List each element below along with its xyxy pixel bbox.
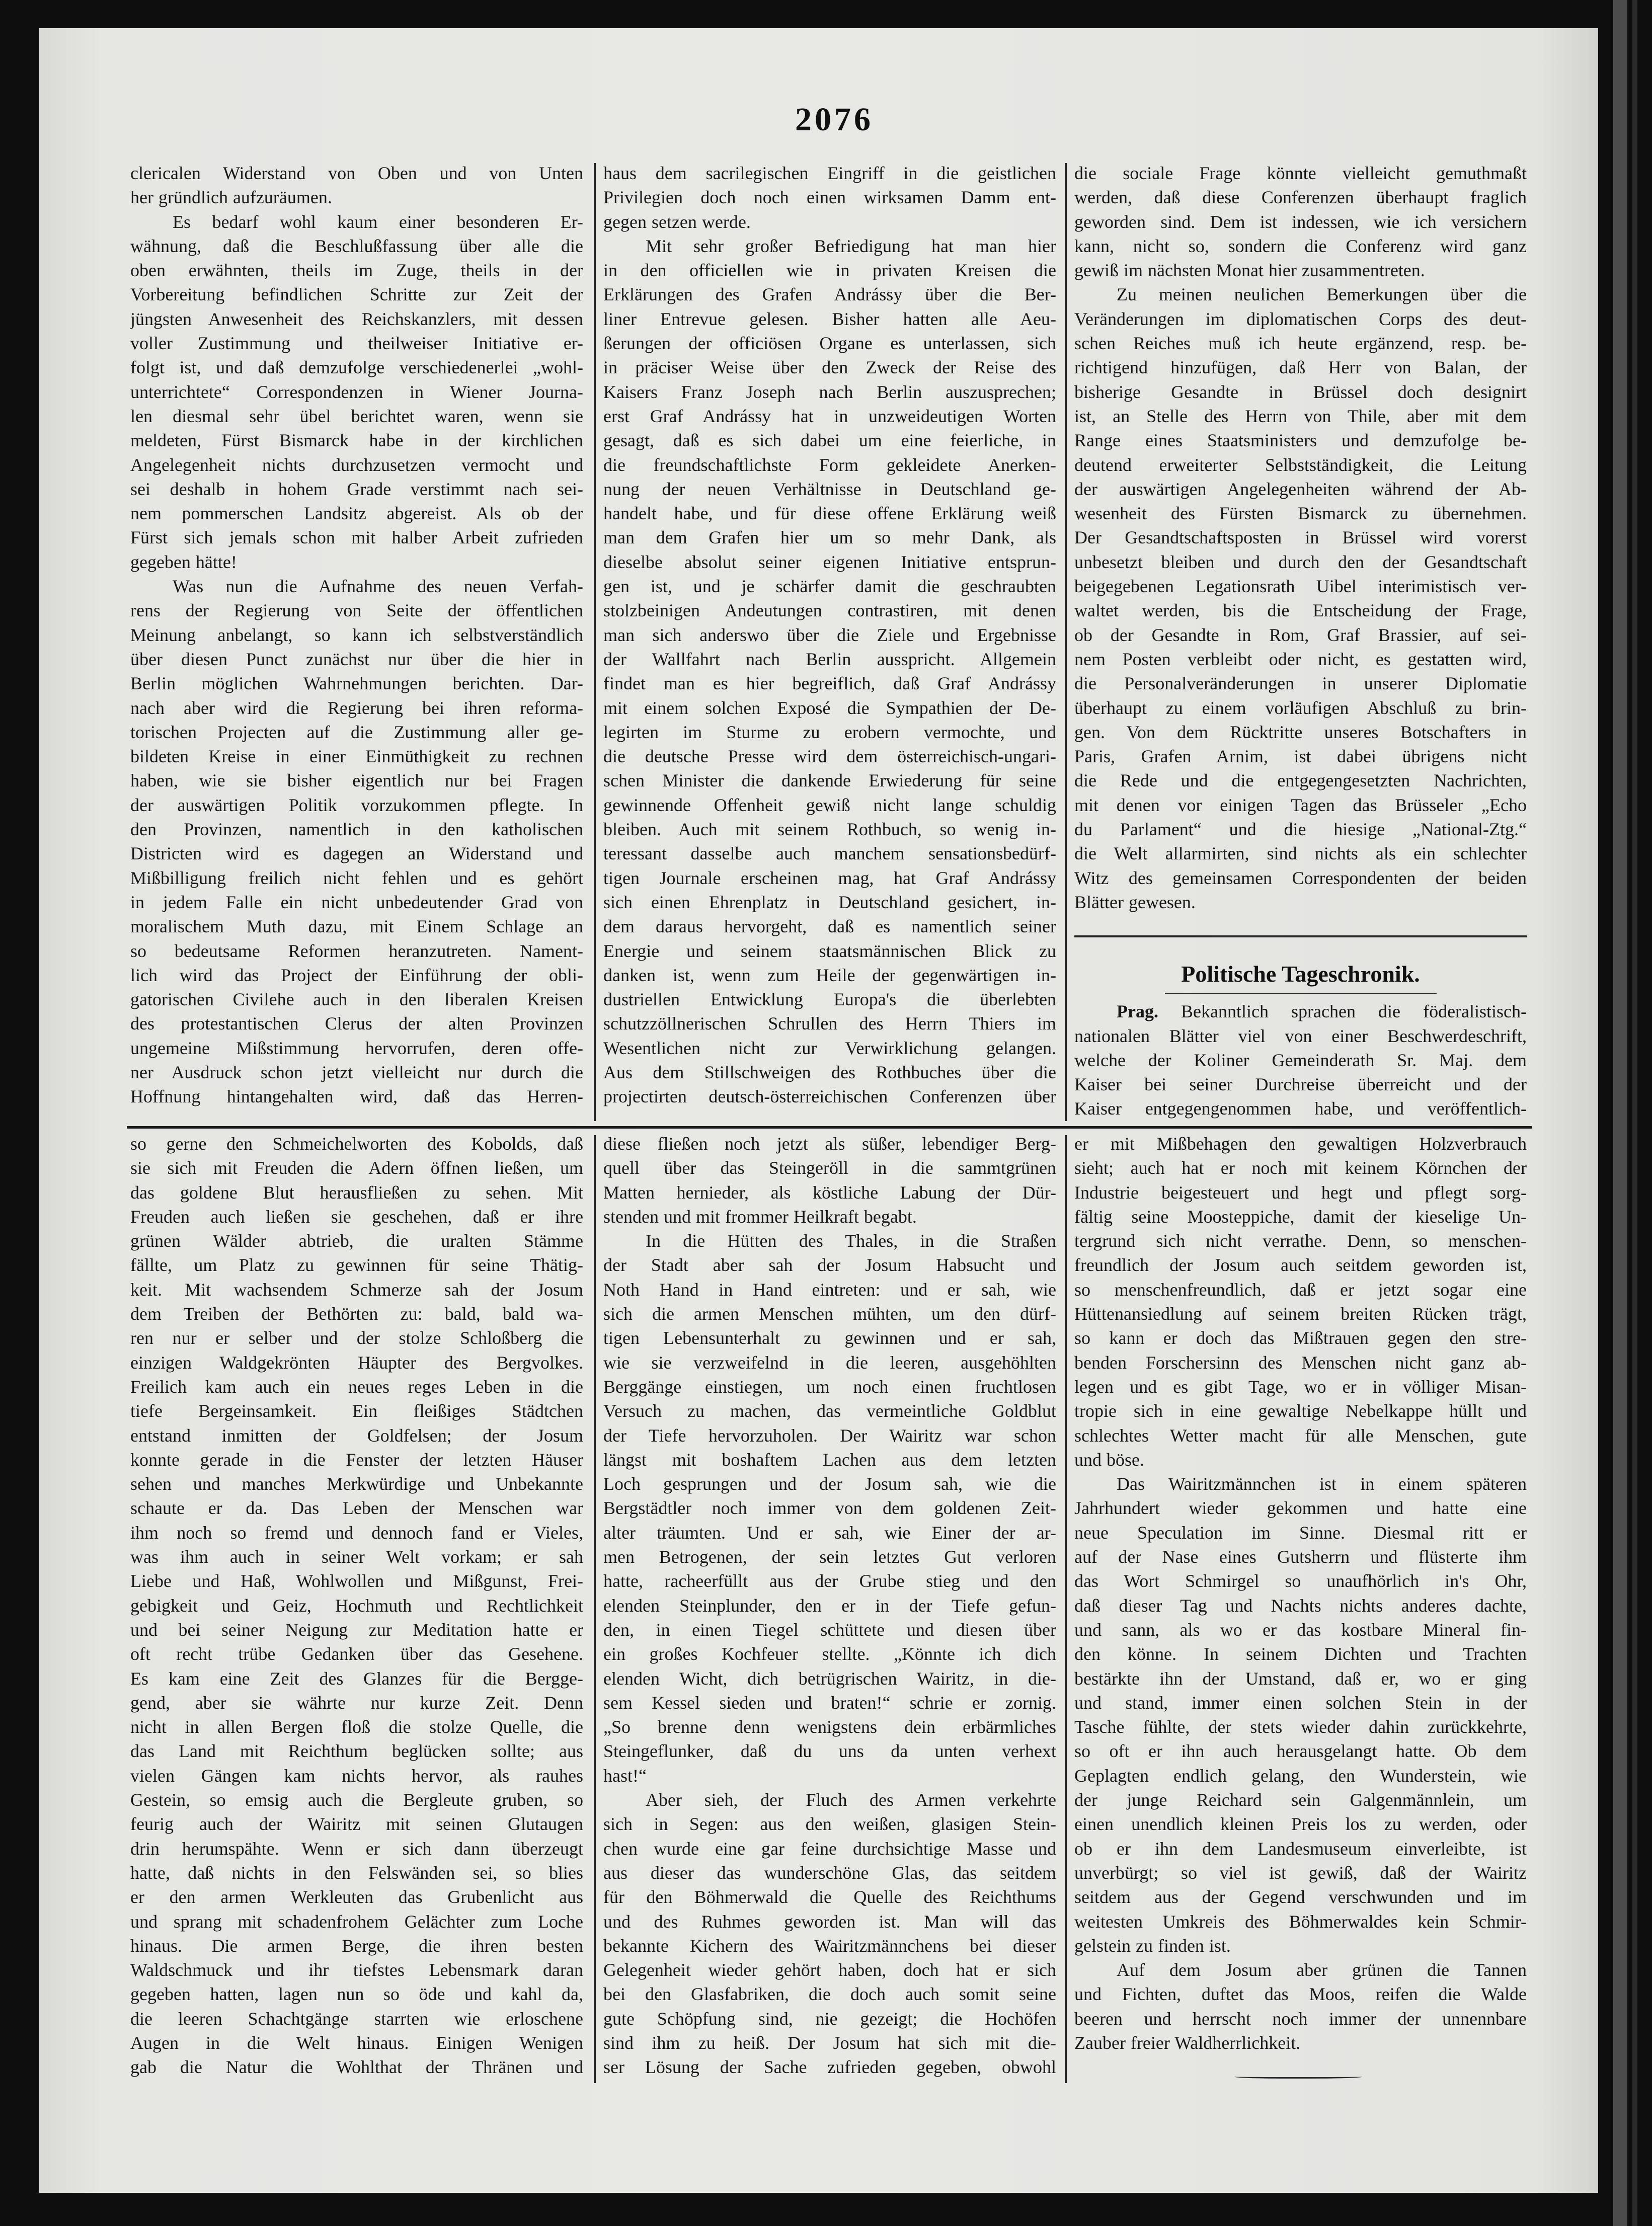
text-line: Berlin möglichen Wahrnehmungen berichten. Dar-	[130, 673, 583, 694]
text-line: daß dieser Tag und Nachts nichts anderes dachte,	[1074, 1595, 1527, 1616]
paragraph	[1074, 1132, 1527, 1472]
text-line: findet man es hier begreiflich, daß Graf Andrássy	[603, 673, 1056, 694]
paragraph	[603, 1229, 1056, 1788]
text-line: Geplagten endlich gelang, den Wunderstein, wie	[1074, 1765, 1527, 1786]
column-rule	[594, 163, 596, 1121]
text-line: für den Böhmerwald die Quelle des Reichthums	[603, 1887, 1056, 1907]
text-line: meldeten, Fürst Bismarck habe in der kirchlichen	[130, 430, 583, 451]
text-line: „So brenne denn wenigstens dein erbärmliches	[603, 1717, 1056, 1737]
column-bottom-right	[1074, 1132, 1527, 2055]
text-line: Das Wairitzmännchen ist in einem späteren	[1117, 1474, 1527, 1494]
text-line: danken ist, wenn zum Heile der gegenwärtigen in-	[603, 965, 1056, 985]
text-line: das Land mit Reichthum beglücken sollte; aus	[130, 1741, 583, 1762]
column-top-left	[130, 161, 583, 1109]
paragraph	[603, 234, 1056, 1109]
text-line: ihm noch so fremd und dennoch fand er Vieles,	[130, 1522, 583, 1543]
text-line: haben, wie sie bisher eigentlich nur bei Fragen	[130, 770, 583, 791]
text-line: was ihm auch in seiner Welt vorkam; er sah	[130, 1547, 583, 1567]
paragraph	[603, 161, 1056, 234]
text-line: Auf dem Josum aber grünen die Tannen	[1117, 1960, 1527, 1980]
text-line: ren nur er selber und der stolze Schloßberg die	[130, 1328, 583, 1348]
text-line: bildeten Kreise in einer Einmüthigkeit zu rechnen	[130, 746, 583, 767]
text-line: der Stadt aber sah der Josum Habsucht und	[603, 1255, 1056, 1276]
paragraph	[1074, 1472, 1527, 1958]
text-line: sich die armen Menschen mühten, um den dürf-	[603, 1304, 1056, 1324]
text-line: aus dieser das wunderschöne Glas, das seitdem	[603, 1862, 1056, 1883]
text-line: über diesen Punct zunächst nur über die hier in	[130, 649, 583, 669]
text-line: tigen Lebensunterhalt zu gewinnen und er sah,	[603, 1328, 1056, 1348]
text-line: Matten hernieder, als köstliche Labung der Dür-	[603, 1182, 1056, 1203]
text-line: unbesetzt bleiben und durch den der Gesandtschaft	[1074, 551, 1527, 572]
text-line: tropie sich in eine gewaltige Nebelkappe hüllt und	[1074, 1401, 1527, 1421]
paragraph	[1074, 282, 1527, 914]
text-line: gewiß im nächsten Monat hier zusammentreten.	[1074, 260, 1425, 281]
text-line: so kann er doch das Mißtrauen gegen den stre-	[1074, 1328, 1527, 1348]
paragraph	[603, 1788, 1056, 2080]
text-line: Meinung anbelangt, so kann ich selbstverständlich	[130, 624, 583, 645]
column-rule	[1065, 163, 1067, 1121]
text-line: waltet werden, bis die Entscheidung der Frage,	[1074, 600, 1527, 621]
text-line: Freuden auch ließen sie geschehen, daß er ihre	[130, 1206, 583, 1227]
paragraph	[1074, 1958, 1527, 2055]
text-line: elenden Wicht, dich betrügrischen Wairitz, in die-	[603, 1668, 1056, 1689]
text-line: längst mit boshaftem Lachen aus dem letzten	[603, 1449, 1056, 1470]
text-line: Liebe und Haß, Wohlwollen und Mißgunst, Frei-	[130, 1571, 583, 1592]
text-line: Vorbereitung befindlichen Schritte zur Zeit der	[130, 284, 583, 305]
text-line: weitesten Umkreis des Böhmerwaldes kein Schmir-	[1074, 1911, 1527, 1932]
correspondence-text	[1074, 161, 1527, 914]
chronik-item	[1074, 999, 1527, 1121]
text-line: Energie und seinem staatsmännischen Blick zu	[603, 940, 1056, 961]
text-line: Der Gesandtschaftsposten in Brüssel wird vorerst	[1074, 527, 1527, 548]
text-line: sieht; auch hat er noch mit keinem Körnchen der	[1074, 1158, 1527, 1178]
text-line: liner Entrevue gelesen. Bisher hatten alle Aeu-	[603, 308, 1056, 329]
text-line: und Fichten, duftet das Moos, reifen die Walde	[1074, 1984, 1527, 2005]
text-line: schlechtes Wetter macht für alle Menschen, gute	[1074, 1425, 1527, 1446]
paragraph	[130, 210, 583, 574]
text-line: Blätter gewesen.	[1074, 892, 1196, 912]
dateline-text: Bekanntlich sprachen die föderalistisch-	[1181, 1001, 1527, 1022]
text-line: oben erwähnten, theils im Zuge, theils in der	[130, 260, 583, 281]
text-line: einzigen Waldgekrönten Häupter des Bergvolkes.	[130, 1352, 583, 1373]
text-line: Versuch zu machen, das vermeintliche Goldblut	[603, 1401, 1056, 1421]
text-line: tigen Journale erscheinen mag, hat Graf Andrássy	[603, 867, 1056, 888]
text-line: Augen in die Welt hinaus. Einigen Wenigen	[130, 2032, 583, 2053]
text-line: ob der Gesandte in Rom, Graf Brassier, auf sei-	[1074, 624, 1527, 645]
text-line: tergrund sich nicht verrathe. Denn, so menschen-	[1074, 1231, 1527, 1251]
text-line: den Provinzen, namentlich in den katholischen	[130, 819, 583, 840]
text-line: die Personalveränderungen in unserer Diplomatie	[1074, 673, 1527, 694]
text-line: Es kam eine Zeit des Glanzes für die Bergge-	[130, 1668, 583, 1689]
text-line: richtigend hinzufügen, daß Herr von Balan, der	[1074, 357, 1527, 378]
text-line: mit einem solchen Exposé die Sympathien der De-	[603, 697, 1056, 718]
text-line: ungemeine Mißstimmung hervorrufen, deren offe-	[130, 1038, 583, 1058]
text-line: diese fließen noch jetzt als süßer, lebendiger Berg-	[603, 1134, 1056, 1154]
text-line: Loch gesprungen und der Josum sah, wie die	[603, 1474, 1056, 1494]
text-line: benden Forschersinn des Menschen nicht ganz ab-	[1074, 1352, 1527, 1373]
text-line: gewinnende Offenheit gewiß nicht lange schuldig	[603, 794, 1056, 815]
text-line: feurig auch der Wairitz mit seinen Glutaugen	[130, 1814, 583, 1835]
text-line: ner Ausdruck schon jetzt vielleicht nur durch die	[130, 1062, 583, 1082]
text-line: freundlich der Josum auch seitdem geworden ist,	[1074, 1255, 1527, 1276]
text-line: Zauber freier Waldherrlichkeit.	[1074, 2032, 1301, 2053]
text-line: so gerne den Schmeichelworten des Kobolds, daß	[130, 1134, 583, 1154]
text-line: oft recht trübe Gedanken über das Gesehene.	[130, 1644, 583, 1664]
text-line: bestärkte ihn der Umstand, daß er, wo er ging	[1074, 1668, 1527, 1689]
text-line: die sociale Frage könnte vielleicht gemuthmaßt	[1074, 163, 1527, 183]
text-line: in den officiellen wie in privaten Kreisen die	[603, 260, 1056, 281]
text-line: der Tiefe hervorzuholen. Der Wairitz war schon	[603, 1425, 1056, 1446]
text-line: Hoffnung hintangehalten wird, daß das Herren-	[130, 1086, 583, 1107]
text-line: gebigkeit und Geiz, Hochmuth und Rechtlichkeit	[130, 1595, 583, 1616]
text-line: gelstein zu finden ist.	[1074, 1935, 1231, 1956]
text-line: voller Zustimmung und theilweiser Initiative er-	[130, 333, 583, 354]
text-line: das goldene Blut herausfließen zu sehen. Mit	[130, 1182, 583, 1203]
text-line: welche der Koliner Gemeinderath Sr. Maj. dem	[1074, 1050, 1527, 1070]
text-line: nach aber wird die Regierung bei ihren reforma-	[130, 697, 583, 718]
text-line: fältig seine Moosteppiche, damit der kieselige Un-	[1074, 1206, 1527, 1227]
page-number: 2076	[795, 101, 874, 138]
text-line: Wesentlichen nicht zur Verwirklichung gelangen.	[603, 1038, 1056, 1058]
paragraph	[130, 574, 583, 1109]
text-line: grünen Wälder abtrieb, die uralten Stämme	[130, 1231, 583, 1251]
text-line: gesagt, daß es sich dabei um eine feierliche, in	[603, 430, 1056, 451]
text-line: dustriellen Entwicklung Europa's die überlebten	[603, 989, 1056, 1010]
text-line: bisherige Gesandte in Brüssel doch designirt	[1074, 381, 1527, 402]
text-line: man sich anderswo über die Ziele und Ergebnisse	[603, 624, 1056, 645]
text-line: so oft er ihn auch herausgelangt hatte. Ob dem	[1074, 1741, 1527, 1762]
text-line: Aber sieh, der Fluch des Armen verkehrte	[646, 1790, 1056, 1810]
text-line: Industrie beigesteuert und hegt und pflegt sorg-	[1074, 1182, 1527, 1203]
text-line: Angelegenheit nichts durchzusetzen vermocht und	[130, 454, 583, 475]
paragraph	[130, 1132, 583, 2080]
text-line: moralischem Muth dazu, mit Einem Schlage an	[130, 916, 583, 937]
text-line: nationalen Blätter viel von einer Beschwerdeschrift,	[1074, 1025, 1527, 1046]
text-line: sehen und manches Merkwürdige und Unbekannte	[130, 1474, 583, 1494]
text-line: lich wird das Project der Einführung der obli-	[130, 965, 583, 985]
text-line: und sprang mit schadenfrohem Gelächter zum Loche	[130, 1911, 583, 1932]
text-line: torischen Projecten auf die Zustimmung aller ge-	[130, 722, 583, 742]
text-line: gab die Natur die Wohlthat der Thränen und	[130, 2057, 583, 2078]
text-line: werden, daß diese Conferenzen überhaupt fraglich	[1074, 187, 1527, 208]
text-line: tiefe Bergeinsamkeit. Ein fleißiges Städtchen	[130, 1401, 583, 1421]
text-line: bleiben. Auch mit seinem Rothbuch, so wenig in-	[603, 819, 1056, 840]
text-line: die deutsche Presse wird dem österreichisch-ungari-	[603, 746, 1056, 767]
text-line: beeren und herrscht noch immer der unnennbare	[1074, 2008, 1527, 2029]
text-line: sei deshalb in hohem Grade verstimmt nach sei-	[130, 479, 583, 499]
text-line: gatorischen Civilehe auch in den liberalen Kreisen	[130, 989, 583, 1010]
text-line: elenden Steinplunder, den er in der Tiefe gefun-	[603, 1595, 1056, 1616]
text-line: Gestein, so emsig auch die Bergleute gruben, so	[130, 1790, 583, 1810]
text-line: geworden sind. Dem ist indessen, wie ich versichern	[1074, 211, 1527, 232]
dateline: Prag.	[1117, 1001, 1158, 1022]
text-line: Veränderungen im diplomatischen Corps des deut-	[1074, 308, 1527, 329]
text-line: er mit Mißbehagen den gewaltigen Holzverbrauch	[1074, 1134, 1527, 1154]
text-line: legirten im Sturme zu erobern vermochte, und	[603, 722, 1056, 742]
text-line: vielen Gängen kam nichts hervor, als rauhes	[130, 1765, 583, 1786]
text-line: sie sich mit Freuden die Adern öffnen ließen, um	[130, 1158, 583, 1178]
text-line: dem Treiben der Bethörten zu: bald, bald wa-	[130, 1304, 583, 1324]
text-line: nung der neuen Verhältnisse in Deutschland ge-	[603, 479, 1056, 499]
text-line: Tasche fühlte, der stets wieder dahin zurückkehrte,	[1074, 1717, 1527, 1737]
column-bottom-left	[130, 1132, 583, 2080]
scan-edge-shadow	[1632, 0, 1637, 2226]
text-line: ob er ihn dem Landesmuseum einverleibte, ist	[1074, 1838, 1527, 1859]
text-line: den könne. In seinem Dichten und Trachten	[1074, 1644, 1527, 1664]
text-line: Erklärungen des Grafen Andrássy über die Ber-	[603, 284, 1056, 305]
text-line: beigegebenen Legationsrath Uibel interimistisch ver-	[1074, 576, 1527, 597]
end-ornament	[1234, 2074, 1362, 2079]
column-top-right	[1074, 161, 1527, 1121]
text-line: das Wort Schmirgel so unaufhörlich in's Ohr,	[1074, 1571, 1527, 1592]
text-line: drin herumspähte. Wenn er sich dann überzeugt	[130, 1838, 583, 1859]
text-line: man dem Grafen hier um so mehr Dank, als	[603, 527, 1056, 548]
feuilleton-divider	[127, 1126, 1532, 1129]
text-line: der Wallfahrt nach Berlin ausspricht. Allgemein	[603, 649, 1056, 669]
text-line: clericalen Widerstand von Oben und von Unten	[130, 163, 583, 183]
text-line: in jedem Falle ein nicht unbedeutender Grad von	[130, 892, 583, 912]
text-line: der junge Reichard sein Galgenmännlein, um	[1074, 1790, 1527, 1810]
text-line: stolzbeinigen Andeutungen contrastiren, mit denen	[603, 600, 1056, 621]
heading-rule	[1165, 993, 1437, 994]
text-line: Kaiser entgegengenommen habe, und veröffentlich-	[1074, 1098, 1527, 1119]
text-line: haus dem sacrilegischen Eingriff in die geistlichen	[603, 163, 1056, 183]
text-line: die Welt allarmirten, sind nichts als ein schlechter	[1074, 843, 1527, 864]
text-line: einen unendlich kleinen Preis los zu werden, oder	[1074, 1814, 1527, 1835]
text-line: gen. Von dem Rücktritte unseres Botschafters in	[1074, 722, 1527, 742]
column-top-middle	[603, 161, 1056, 1109]
text-line: chen wurde eine gar feine durchsichtige Masse und	[603, 1838, 1056, 1859]
section-heading: Politische Tageschronik.	[1181, 961, 1420, 987]
text-line: Paris, Grafen Arnim, ist dabei übrigens nicht	[1074, 746, 1527, 767]
scan-edge	[1613, 0, 1627, 2226]
text-line: und bei seiner Neigung zur Meditation hatte er	[130, 1619, 583, 1640]
text-line: men Betrogenen, der sein letztes Gut verloren	[603, 1547, 1056, 1567]
text-line: überhaupt zu einem vorläufigen Abschluß zu brin-	[1074, 697, 1527, 718]
text-line: nem Posten verbleibt oder nicht, es gestatten wird,	[1074, 649, 1527, 669]
text-line: kann, nicht so, sondern die Conferenz wird ganz	[1074, 235, 1527, 256]
text-line: Mit sehr großer Befriedigung hat man hier	[646, 235, 1056, 256]
text-line	[1074, 999, 1527, 1023]
text-line: konnte gerade in die Fenster der letzten Häuser	[130, 1449, 583, 1470]
text-line: ein großes Kochfeuer stellte. „Könnte ich dich	[603, 1644, 1056, 1664]
text-line: in präciser Weise über den Zweck der Reise des	[603, 357, 1056, 378]
text-line: sich einen Ehrenplatz in Deutschland gesichert, in-	[603, 892, 1056, 912]
text-line: und stand, immer einen solchen Stein in der	[1074, 1692, 1527, 1713]
text-line: ist, an Stelle des Herrn von Thile, aber mit dem	[1074, 406, 1527, 426]
text-line: sem Kessel sieden und braten!“ schrie er zornig.	[603, 1692, 1056, 1713]
text-line: dieselbe absolut seiner eigenen Initiative entsprun-	[603, 551, 1056, 572]
text-line: und sann, als wo er das kostbare Mineral fin-	[1074, 1619, 1527, 1640]
chronik-text	[1074, 1024, 1527, 1121]
text-line: und böse.	[1074, 1449, 1144, 1470]
text-line: Was nun die Aufnahme des neuen Verfah-	[173, 576, 583, 597]
text-line: erst Graf Andrássy hat in unzweideutigen Worten	[603, 406, 1056, 426]
text-line: keit. Mit wachsendem Schmerze sah der Josum	[130, 1279, 583, 1300]
text-line: bekannte Kichern des Wairitzmännchens bei dieser	[603, 1935, 1056, 1956]
paragraph	[1074, 161, 1527, 282]
text-line: und des Ruhmes geworden ist. Man will das	[603, 1911, 1056, 1932]
text-line: er den armen Werkleuten das Grubenlicht aus	[130, 1887, 583, 1907]
text-line: Steingeflunker, daß du uns da unten verhext	[603, 1741, 1056, 1762]
text-line: Privilegien doch noch einen wirksamen Damm ent-	[603, 187, 1056, 208]
text-line: jüngsten Anwesenheit des Reichskanzlers, mit dessen	[130, 308, 583, 329]
text-line: sich in Segen: aus den weißen, glasigen Stein-	[603, 1814, 1056, 1835]
text-line: gend, aber sie währte nur kurze Zeit. Denn	[130, 1692, 583, 1713]
text-line: handelt habe, und für diese offene Erklärung weiß	[603, 503, 1056, 524]
text-line: wie sie verzweifelnd in die leeren, ausgehöhlten	[603, 1352, 1056, 1373]
text-line: unterrichtete“ Correspondenzen in Wiener Journa-	[130, 381, 583, 402]
text-line: gegeben hatten, lagen nun so öde und kahl da,	[130, 1984, 583, 2005]
text-line: her gründlich aufzuräumen.	[130, 187, 332, 208]
text-line: die Rede und die entgegengesetzten Nachrichten,	[1074, 770, 1527, 791]
paragraph	[1074, 1024, 1527, 1121]
text-line: der auswärtigen Politik vorzukommen pflegte. In	[130, 794, 583, 815]
section-separator	[1074, 935, 1527, 937]
text-line: hinaus. Die armen Berge, die ihren besten	[130, 1935, 583, 1956]
text-line: Range eines Staatsministers und demzufolge be-	[1074, 430, 1527, 451]
text-line: wesenheit des Fürsten Bismarck zu übernehmen.	[1074, 503, 1527, 524]
text-line: gegeben hätte!	[130, 551, 237, 572]
text-line: Berggänge einstiegen, um noch einen fruchtlosen	[603, 1376, 1056, 1397]
text-line: hatte, daß nichts in den Felswänden sei, so blies	[130, 1862, 583, 1883]
text-line: len diesmal sehr übel berichtet waren, wenn sie	[130, 406, 583, 426]
text-line: folgt ist, und daß demzufolge verschiedenerlei „wohl-	[130, 357, 583, 378]
text-line: den, in einen Tiegel schüttete und diesen über	[603, 1619, 1056, 1640]
text-line: die leeren Schachtgänge starrten wie erloschene	[130, 2008, 583, 2029]
column-bottom-middle	[603, 1132, 1056, 2080]
text-line: unverbürgt; so viel ist gewiß, daß der Wairitz	[1074, 1862, 1527, 1883]
paragraph	[130, 161, 583, 210]
text-line: so menschenfreundlich, daß er jetzt sogar eine	[1074, 1279, 1527, 1300]
text-line: dem daraus hervorgeht, daß es namentlich seiner	[603, 916, 1056, 937]
column-rule	[594, 1135, 596, 2083]
text-line: entstand inmitten der Goldfelsen; der Josum	[130, 1425, 583, 1446]
text-line: Bergstädtler noch immer von dem goldenen Zeit-	[603, 1498, 1056, 1519]
text-line: schutzzöllnerischen Schrullen des Herrn Thiers im	[603, 1013, 1056, 1034]
text-line: des protestantischen Clerus der alten Provinzen	[130, 1013, 583, 1034]
text-line: gegen setzen werde.	[603, 211, 751, 232]
text-line: legen und es gibt Tage, wo er in völliger Misan-	[1074, 1376, 1527, 1397]
text-line: ser Lösung der Sache zufrieden gegeben, obwohl	[603, 2057, 1056, 2078]
paragraph	[603, 1132, 1056, 1229]
text-line: mit denen vor einigen Tagen das Brüsseler „Echo	[1074, 794, 1527, 815]
text-line: Kaiser bei seiner Durchreise überreicht und der	[1074, 1074, 1527, 1095]
text-line: auf der Nase eines Gutsherrn und flüsterte ihm	[1074, 1547, 1527, 1567]
text-line: der auswärtigen Angelegenheiten während der Ab-	[1074, 479, 1527, 499]
text-line: nicht in allen Bergen floß die stolze Quelle, die	[130, 1717, 583, 1737]
text-line: hatte, racheerfüllt aus der Grube stieg und den	[603, 1571, 1056, 1592]
text-line: gute Schöpfung sind, nie gezeigt; die Hochöfen	[603, 2008, 1056, 2029]
text-line: projectirten deutsch-österreichischen Conferenzen über	[603, 1086, 1056, 1107]
text-line: Fürst sich jemals schon mit halber Arbeit zufrieden	[130, 527, 583, 548]
text-line: neue Speculation im Sinne. Diesmal ritt er	[1074, 1522, 1527, 1543]
text-line: hast!“	[603, 1765, 647, 1786]
column-rule	[1065, 1135, 1067, 2083]
text-line: schen Minister die dankende Erwiederung für seine	[603, 770, 1056, 791]
text-line: Noth Hand in Hand eintreten: und er sah, wie	[603, 1279, 1056, 1300]
text-line: schen Reiches muß ich heute ergänzend, resp. be-	[1074, 333, 1527, 354]
text-line: ßerungen der officiösen Organe es unterlassen, sich	[603, 333, 1056, 354]
text-line: Gelegenheit wieder gehört haben, doch hat er sich	[603, 1960, 1056, 1980]
text-line: Hüttenansiedlung auf seinem breiten Rücken trägt,	[1074, 1304, 1527, 1324]
text-line: bei den Glasfabriken, die doch auch somit seine	[603, 1984, 1056, 2005]
text-line: Es bedarf wohl kaum einer besonderen Er-	[173, 211, 583, 232]
text-line: fällte, um Platz zu gewinnen für seine Thätig-	[130, 1255, 583, 1276]
text-line: Districten wird es dagegen an Widerstand und	[130, 843, 583, 864]
text-line: stenden und mit frommer Heilkraft begabt.	[603, 1206, 917, 1227]
text-line: Kaisers Franz Joseph nach Berlin auszusprechen;	[603, 381, 1056, 402]
text-line: Freilich kam auch ein neues reges Leben in die	[130, 1376, 583, 1397]
text-line: Mißbilligung freilich nicht fehlen und es gehört	[130, 867, 583, 888]
text-line: nem pommerschen Landsitz abgereist. Als ob der	[130, 503, 583, 524]
text-line: sind ihm zu heiß. Der Josum hat sich mit die-	[603, 2032, 1056, 2053]
text-line: Jahrhundert wieder gekommen und hatte eine	[1074, 1498, 1527, 1519]
text-line: teressant dasselbe auch manchem sensationsbedürf-	[603, 843, 1056, 864]
text-line: quell über das Steingeröll in die sammtgrünen	[603, 1158, 1056, 1178]
text-line: Witz des gemeinsamen Correspondenten der beiden	[1074, 867, 1527, 888]
text-line: Waldschmuck und ihr tiefstes Lebensmark daran	[130, 1960, 583, 1980]
text-line: so bedeutsame Reformen heranzutreten. Nament-	[130, 940, 583, 961]
text-line: seitdem aus der Gegend verschwunden und im	[1074, 1887, 1527, 1907]
text-line: In die Hütten des Thales, in die Straßen	[646, 1231, 1056, 1251]
text-line: rens der Regierung von Seite der öffentlichen	[130, 600, 583, 621]
text-line: schaute er da. Das Leben der Menschen war	[130, 1498, 583, 1519]
text-line: du Parlament“ und die hiesige „National-Ztg.“	[1074, 819, 1527, 840]
text-line: Aus dem Stillschweigen des Rothbuches über die	[603, 1062, 1056, 1082]
text-line: gen ist, und je schärfer damit die geschraubten	[603, 576, 1056, 597]
text-line: alter träumten. Und er sah, wie Einer der ar-	[603, 1522, 1056, 1543]
text-line: Zu meinen neulichen Bemerkungen über die	[1117, 284, 1527, 305]
text-line: wähnung, daß die Beschlußfassung über alle die	[130, 235, 583, 256]
text-line: deutend erweiterter Selbstständigkeit, die Leitung	[1074, 454, 1527, 475]
text-line: die freundschaftlichste Form gekleidete Anerken-	[603, 454, 1056, 475]
